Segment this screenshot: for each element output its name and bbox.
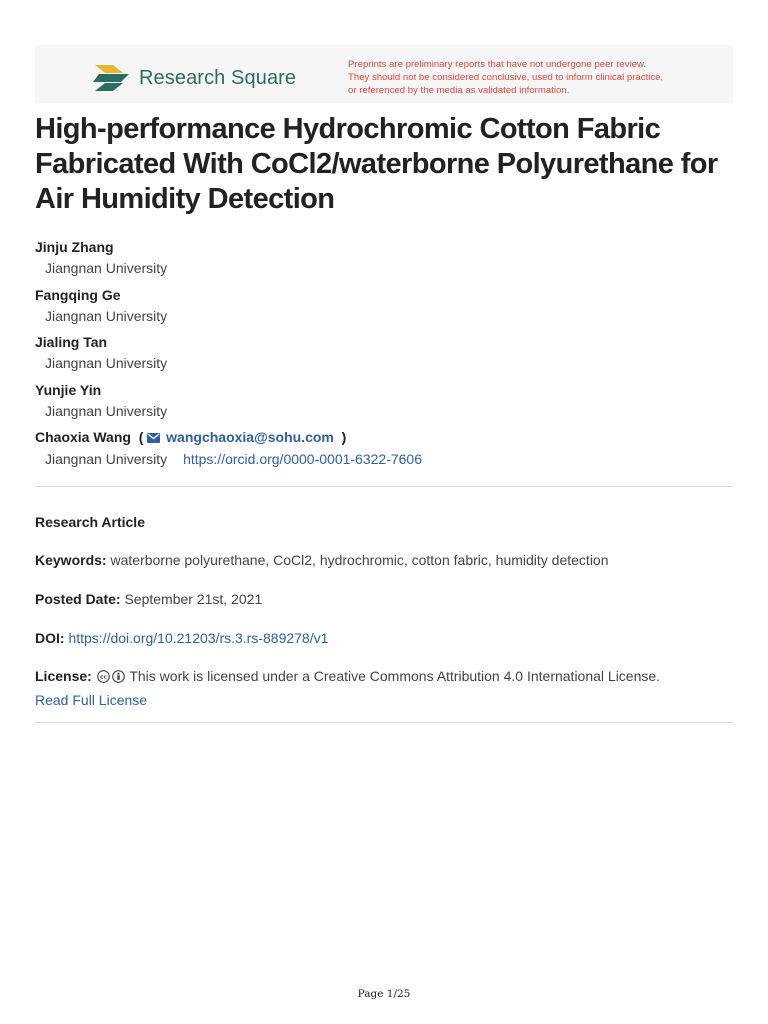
author-entry [35, 380, 735, 428]
disclaimer-line: They should not be considered conclusive, used to inform clinical practice, [348, 71, 664, 83]
author-affiliation: Jiangnan University [45, 260, 168, 276]
author-name: Jialing Tan [35, 334, 108, 350]
page-number: Page 1/25 [357, 988, 411, 1000]
author-email-link[interactable]: wangchaoxia@sohu.com [166, 429, 334, 445]
author-entry-corresponding [35, 427, 735, 475]
author-name: Yunjie Yin [35, 381, 102, 398]
license-label: License: [35, 668, 92, 684]
author-name: Jinju Zhang [35, 239, 114, 255]
by-icon [112, 668, 125, 688]
orcid-link[interactable]: https://orcid.org/0000-0001-6322-7606 [183, 451, 423, 467]
author-affiliation: Jiangnan University [45, 355, 168, 371]
article-title [35, 112, 735, 217]
title-line: High-performance Hydrochromic Cotton Fabric [35, 113, 661, 145]
license-row [35, 666, 735, 688]
read-full-license-link[interactable]: Read Full License [35, 692, 148, 708]
posted-date-row [35, 589, 735, 609]
cc-icon [97, 668, 110, 688]
author-affiliation: Jiangnan University [45, 402, 168, 419]
disclaimer-line: or referenced by the media as validated information. [348, 84, 570, 96]
title-line: Air Humidity Detection [35, 183, 335, 215]
disclaimer-line: Preprints are preliminary reports that have not undergone peer review. [348, 59, 647, 70]
author-name-line [35, 427, 735, 448]
doi-row [35, 628, 735, 648]
divider [35, 486, 733, 487]
author-affiliation: Jiangnan University [45, 307, 168, 324]
title-line: Fabricated With CoCl2/waterborne Polyurethane for [35, 148, 718, 180]
author-affiliation: Jiangnan University [45, 451, 168, 467]
author-name: Chaoxia Wang [35, 429, 131, 445]
doi-link[interactable]: https://doi.org/10.21203/rs.3.rs-889278/v1 [68, 630, 329, 646]
svg-text:cc: cc [99, 674, 107, 681]
mail-icon [147, 428, 160, 448]
author-affiliation-line [45, 448, 735, 470]
open-paren: ( [134, 429, 144, 445]
keywords-value: waterborne polyurethane, CoCl2, hydrochromic, cotton fabric, humidity detection [110, 552, 609, 568]
brand-name: Research Square [139, 66, 297, 89]
author-entry [35, 332, 735, 380]
license-text: This work is licensed under a Creative Commons Attribution 4.0 International License. [129, 668, 661, 684]
author-list [35, 237, 735, 475]
close-paren: ) [337, 429, 347, 445]
research-square-logo-icon [93, 63, 131, 93]
article-type [35, 512, 735, 532]
posted-date-label: Posted Date: [35, 591, 121, 607]
research-square-logo[interactable] [93, 62, 296, 94]
preprint-disclaimer [348, 59, 728, 97]
author-entry [35, 237, 735, 285]
keywords-label: Keywords: [35, 552, 107, 568]
license-link-row [35, 690, 735, 710]
author-entry [35, 285, 735, 333]
author-name: Fangqing Ge [35, 286, 121, 303]
doi-label: DOI: [35, 630, 65, 646]
divider [35, 722, 733, 723]
article-type-label: Research Article [35, 514, 145, 530]
keywords-row [35, 550, 735, 570]
posted-date-value: September 21st, 2021 [124, 591, 263, 607]
